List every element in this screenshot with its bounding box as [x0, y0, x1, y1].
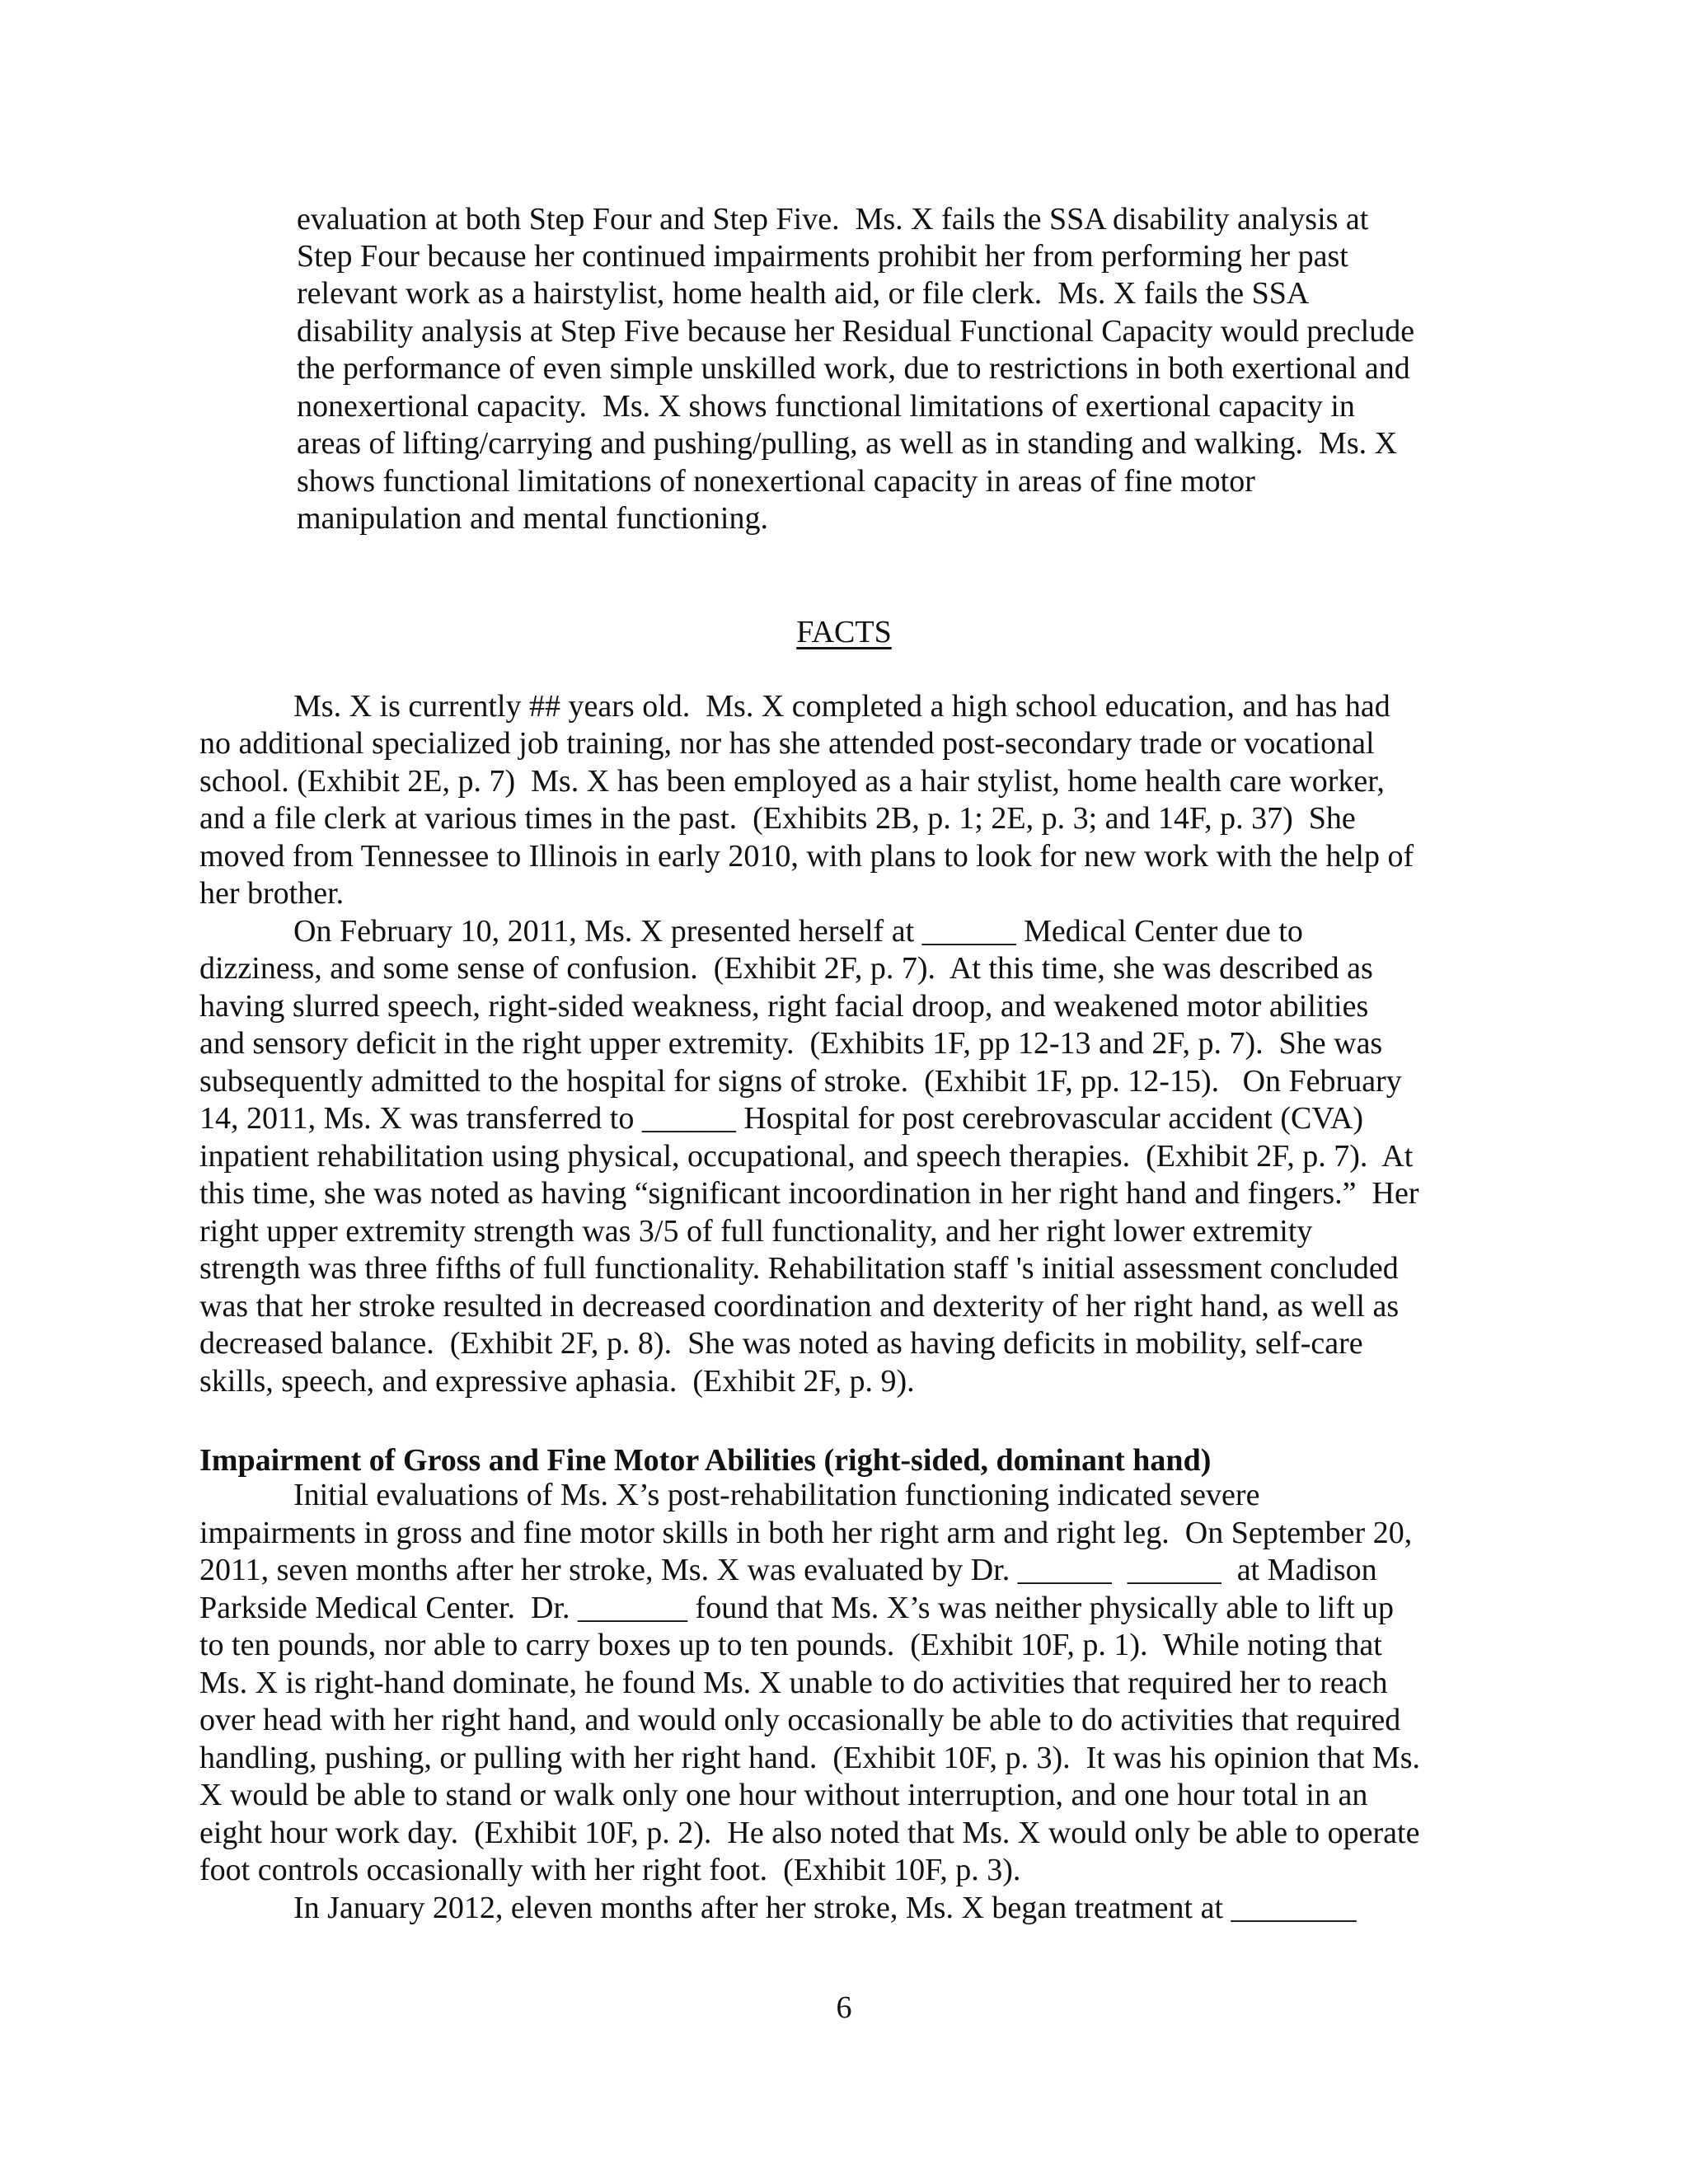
intro-line: shows functional limitations of nonexertional capacity in areas of fine motor	[297, 464, 1255, 499]
facts-line: her brother.	[199, 876, 345, 911]
facts-heading: FACTS	[796, 615, 892, 649]
impairment-line: X would be able to stand or walk only one hour without interruption, and one hour total in an	[199, 1778, 1368, 1812]
impairment-line: over head with her right hand, and would only occasionally be able to do activities that required	[199, 1703, 1401, 1737]
facts-line: Ms. X is currently ## years old. Ms. X completed a high school education, and has had	[199, 689, 1390, 724]
facts-line: having slurred speech, right-sided weakness, right facial droop, and weakened motor abilities	[199, 989, 1369, 1024]
facts-line: skills, speech, and expressive aphasia. (Exhibit 2F, p. 9).	[199, 1364, 915, 1399]
impairment-line: impairments in gross and fine motor skills in both her right arm and right leg. On September 20,	[199, 1516, 1413, 1550]
facts-line: dizziness, and some sense of confusion. (Exhibit 2F, p. 7). At this time, she was described as	[199, 951, 1373, 986]
impairment-line: 2011, seven months after her stroke, Ms. X was evaluated by Dr. ______ ______ at Madison	[199, 1553, 1377, 1587]
facts-line: school. (Exhibit 2E, p. 7) Ms. X has been employed as a hair stylist, home health care worker,	[199, 764, 1385, 799]
impairment-line: handling, pushing, or pulling with her right hand. (Exhibit 10F, p. 3). It was his opinion that Ms.	[199, 1741, 1420, 1775]
impairment-line: eight hour work day. (Exhibit 10F, p. 2). He also noted that Ms. X would only be able to operate	[199, 1816, 1420, 1850]
impairment-line: to ten pounds, nor able to carry boxes up to ten pounds. (Exhibit 10F, p. 1). While noting that	[199, 1628, 1382, 1662]
facts-line: no additional specialized job training, nor has she attended post-secondary trade or vocational	[199, 726, 1375, 761]
facts-line: 14, 2011, Ms. X was transferred to ______ Hospital for post cerebrovascular accident (CVA)	[199, 1101, 1363, 1136]
impairment-line: foot controls occasionally with her right foot. (Exhibit 10F, p. 3).	[199, 1853, 1021, 1887]
facts-line: and a file clerk at various times in the past. (Exhibits 2B, p. 1; 2E, p. 3; and 14F, p. 37) She	[199, 801, 1356, 836]
facts-line: On February 10, 2011, Ms. X presented herself at ______ Medical Center due to	[199, 914, 1303, 949]
facts-line: and sensory deficit in the right upper extremity. (Exhibits 1F, pp 12-13 and 2F, p. 7). She was	[199, 1026, 1383, 1061]
facts-line: this time, she was noted as having “significant incoordination in her right hand and fingers.” Her	[199, 1176, 1419, 1211]
facts-line: right upper extremity strength was 3/5 of full functionality, and her right lower extremity	[199, 1214, 1313, 1249]
impairment-line: Ms. X is right-hand dominate, he found Ms. X unable to do activities that required her to reach	[199, 1666, 1388, 1700]
page-number: 6	[836, 1990, 852, 2025]
intro-line: evaluation at both Step Four and Step Five. Ms. X fails the SSA disability analysis at	[297, 202, 1369, 237]
facts-line: strength was three fifths of full functionality. Rehabilitation staff 's initial assessment concluded	[199, 1251, 1399, 1286]
intro-line: manipulation and mental functioning.	[297, 501, 768, 536]
impairment-line: Initial evaluations of Ms. X’s post-rehabilitation functioning indicated severe	[199, 1478, 1260, 1512]
facts-line: was that her stroke resulted in decreased coordination and dexterity of her right hand, as well as	[199, 1289, 1400, 1324]
facts-line: moved from Tennessee to Illinois in early 2010, with plans to look for new work with the help of	[199, 839, 1414, 874]
facts-line: inpatient rehabilitation using physical, occupational, and speech therapies. (Exhibit 2F, p. 7). At	[199, 1139, 1414, 1174]
impairment-line: Parkside Medical Center. Dr. _______ found that Ms. X’s was neither physically able to lift up	[199, 1591, 1395, 1625]
facts-line: decreased balance. (Exhibit 2F, p. 8). She was noted as having deficits in mobility, self-care	[199, 1326, 1363, 1361]
intro-line: Step Four because her continued impairments prohibit her from performing her past	[297, 239, 1348, 274]
intro-line: disability analysis at Step Five because her Residual Functional Capacity would preclude	[297, 314, 1415, 349]
impairment-heading: Impairment of Gross and Fine Motor Abilities (right-sided, dominant hand)	[199, 1443, 1212, 1478]
facts-line: subsequently admitted to the hospital for signs of stroke. (Exhibit 1F, pp. 12-15). On February	[199, 1064, 1402, 1099]
intro-line: nonexertional capacity. Ms. X shows functional limitations of exertional capacity in	[297, 389, 1355, 424]
intro-line: relevant work as a hairstylist, home health aid, or file clerk. Ms. X fails the SSA	[297, 276, 1310, 311]
impairment-line: In January 2012, eleven months after her stroke, Ms. X began treatment at ________	[199, 1891, 1357, 1925]
intro-line: areas of lifting/carrying and pushing/pulling, as well as in standing and walking. Ms. X	[297, 426, 1398, 461]
intro-line: the performance of even simple unskilled work, due to restrictions in both exertional and	[297, 351, 1410, 386]
